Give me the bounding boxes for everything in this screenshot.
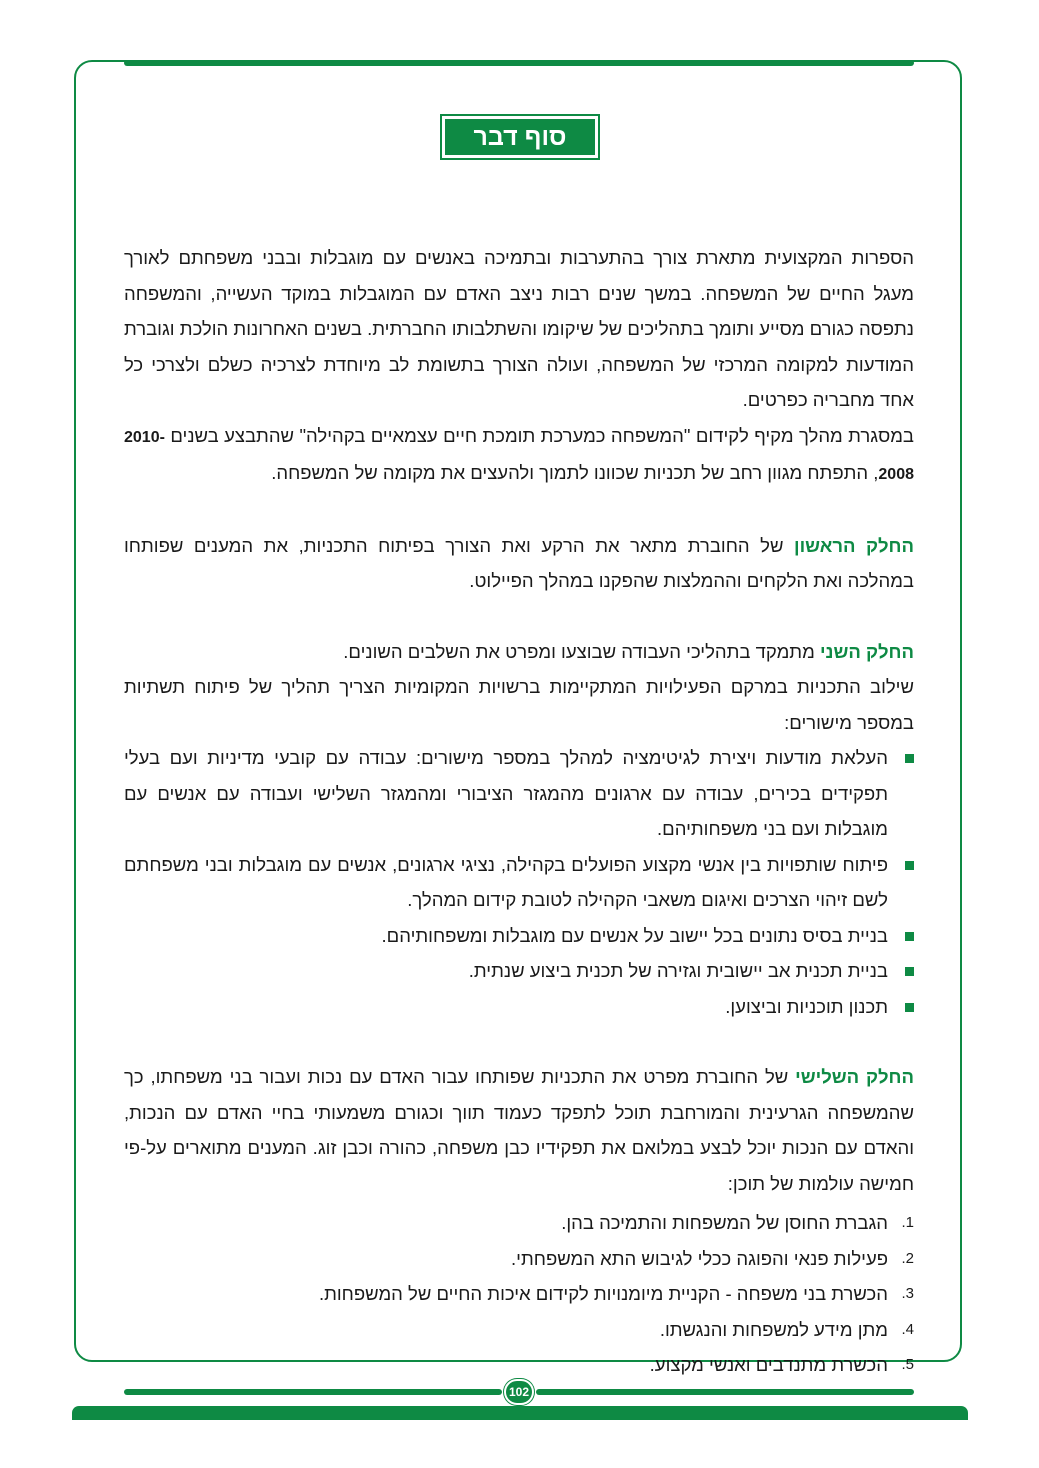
- item-number: 3.: [901, 1285, 914, 1302]
- item-text: פעילות פנאי והפוגה ככלי לגיבוש התא המשפחתי.: [511, 1247, 888, 1269]
- bottom-band: [72, 1406, 968, 1420]
- part3-paragraph: [124, 1059, 914, 1201]
- intro-paragraph-2: [124, 418, 914, 493]
- item-number: 4.: [901, 1320, 914, 1338]
- page-title: סוף דבר: [445, 119, 595, 155]
- list-item: [124, 1241, 914, 1277]
- part2-label: החלק השני: [819, 640, 914, 662]
- page-number-badge: 102: [504, 1379, 534, 1405]
- item-number: 5.: [901, 1356, 914, 1373]
- item-number: 1.: [901, 1214, 914, 1231]
- part3-text: של החוברת מפרט את התכניות שפותחו עבור האדם עם נכות ועבור בני משפחתו, כך שהמשפחה הגרעינית והמורחבת תוכל לתפקד כעמוד תווך וכגורם משמעותי בחיי האדם עם הנכות, והאדם עם הנכות יוכל לבצע במלואם את תפקידיו כבן משפחה, כהורה וכבן זוג. המענים מתוארים על-פי חמישה עולמות של תוכן:: [124, 1066, 914, 1194]
- item-text: הגברת החוסן של המשפחות והתמיכה בהן.: [561, 1212, 888, 1233]
- list-item: [124, 1276, 914, 1312]
- list-item: [124, 1205, 914, 1241]
- intro-p2-start: במסגרת מהלך מקיף לקידום "המשפחה כמערכת תומכת חיים עצמאיים בקהילה" שהתבצע בשנים: [170, 424, 914, 446]
- part2-paragraph: [124, 634, 914, 670]
- main-content: [124, 240, 914, 1383]
- list-item: פיתוח שותפויות בין אנשי מקצוע הפועלים בקהילה, נציגי ארגונים, אנשים עם מוגבלות ובני משפחתם לשם זיהוי הצרכים ואיגום משאבי הקהילה לטובת קידום המהלך.: [124, 847, 914, 918]
- list-item: תכנון תוכניות וביצוען.: [124, 989, 914, 1025]
- item-text: מתן מידע למשפחות והנגשתו.: [659, 1318, 888, 1340]
- item-text: הכשרת בני משפחה - הקניית מיומנויות לקידום איכות החיים של המשפחות.: [318, 1283, 888, 1304]
- footer-bar-left: [124, 1389, 502, 1395]
- list-item: העלאת מודעות ויצירת לגיטימציה למהלך במספר מישורים: עבודה עם קובעי מדיניות ועם בעלי תפקידים בכירים, עבודה עם ארגונים מהמגזר הציבורי ומהמגזר השלישי ועבודה עם אנשים עם מוגבלות ועם בני משפחותיהם.: [124, 740, 914, 847]
- part2-text: מתמקד בתהליכי העבודה שבוצעו ומפרט את השלבים השונים.: [343, 640, 820, 662]
- part1-paragraph: [124, 528, 914, 599]
- title-box: [440, 114, 600, 160]
- part2-bullet-list: [124, 740, 914, 1024]
- list-item: בניית בסיס נתונים בכל יישוב על אנשים עם מוגבלות ומשפחותיהם.: [124, 918, 914, 954]
- part1-label: החלק הראשון: [794, 534, 914, 556]
- list-item: בניית תכנית אב יישובית וגזירה של תכנית ביצוע שנתית.: [124, 953, 914, 989]
- list-item: [124, 1312, 914, 1348]
- item-number: 2.: [901, 1249, 914, 1267]
- top-decorative-bar: [124, 60, 914, 66]
- part2-followup: שילוב התכניות במרקם הפעילויות המתקיימות ברשויות המקומיות הצריך תהליך של פיתוח תשתיות במספר מישורים:: [124, 676, 914, 733]
- footer-bar-right: [536, 1389, 914, 1395]
- part1-text: של החוברת מתאר את הרקע ואת הצורך בפיתוח התכניות, את המענים שפותחו במהלכה ואת הלקחים וההמלצות שהפקנו במהלך הפיילוט.: [124, 534, 914, 591]
- intro-paragraph-1: הספרות המקצועית מתארת צורך בהתערבות ובתמיכה באנשים עם מוגבלות ובבני משפחתם לאורך מעגל החיים של המשפחה. במשך שנים רבות ניצב האדם עם המוגבלות במוקד העשייה, והמשפחה נתפסה כגורם מסייע ותומך בתהליכים של שיקומו והשתלבותו החברתית. בשנים האחרונות הולכת וגוברת המודעות למקומה המרכזי של המשפחה, ועולה הצורך בתשומת לב מיוחדת לצרכיה כשלם ולצרכי כל אחד מחבריה כפרטים.: [124, 247, 914, 410]
- item-text: הכשרת מתנדבים ואנשי מקצוע.: [649, 1354, 888, 1375]
- part3-label: החלק השלישי: [795, 1066, 915, 1087]
- list-item: [124, 1347, 914, 1383]
- part3-numbered-list: [124, 1205, 914, 1383]
- intro-p2-years: 2010-2008: [124, 428, 914, 483]
- intro-p2-end: , התפתח מגוון רחב של תכניות שכוונו לתמוך ולהעצים את מקומה של המשפחה.: [271, 462, 879, 483]
